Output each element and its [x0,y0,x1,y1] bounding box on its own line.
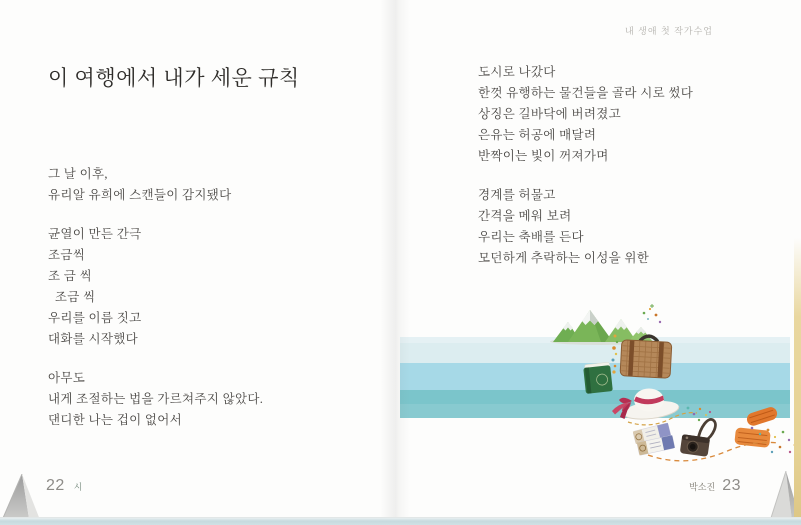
poem-line: 우리를 이름 짓고 [48,311,142,325]
poem-body-right [478,62,693,269]
poem-line: 한껏 유행하는 물건들을 골라 시로 썼다 [478,86,694,100]
tickets-illustration [633,423,675,456]
poem-line: 조금씩 [48,248,86,262]
page-edge-right [794,238,801,520]
stanza [478,62,693,167]
poem-title: 이 여행에서 내가 세운 규칙 [48,66,300,90]
poem-line: 도시로 나갔다 [478,65,556,79]
poem-line: 조금 씩 [48,290,96,304]
poem-line: 모던하게 추락하는 이성을 위한 [478,251,650,265]
page-gutter-shadow [380,0,410,518]
poem-line: 우리는 축배를 든다 [478,230,584,244]
poem-line: 내게 조절하는 법을 가르쳐주지 않았다. [48,392,264,406]
mountains-illustration [550,310,653,345]
book-illustration [583,362,613,394]
poem-line: 대화를 시작했다 [48,332,139,346]
stanza [48,368,263,431]
poem-line: 댄디한 나는 겁이 없어서 [48,413,183,427]
author-name: 박소진 [689,481,716,492]
stanza [48,224,263,350]
poem-line: 상징은 길바닥에 버려졌고 [478,107,621,121]
camera-illustration [680,419,716,456]
left-folio [46,477,83,495]
poem-line: 조 금 씩 [48,269,92,283]
right-folio [689,477,741,495]
page-number-right: 23 [722,477,741,494]
poem-line: 아무도 [48,371,86,385]
page-number-left: 22 [46,477,65,494]
travel-illustration [400,300,801,470]
section-label: 시 [73,481,83,492]
poem-line: 유리알 유희에 스캔들이 감지됐다 [48,188,232,202]
running-header: 내 생애 첫 작가수업 [624,26,713,36]
poem-line: 간격을 메워 보려 [478,209,572,223]
stanza [48,164,263,206]
poem-line: 그 날 이후, [48,167,108,181]
poem-line: 은유는 허공에 매달려 [478,128,597,142]
poem-line: 균열이 만든 간극 [48,227,142,241]
poem-line: 경계를 허물고 [478,188,556,202]
page-edge-bottom [0,517,801,525]
poem-body-left [48,164,263,431]
stanza [478,185,693,269]
poem-line: 반짝이는 빛이 꺼져가며 [478,149,609,163]
